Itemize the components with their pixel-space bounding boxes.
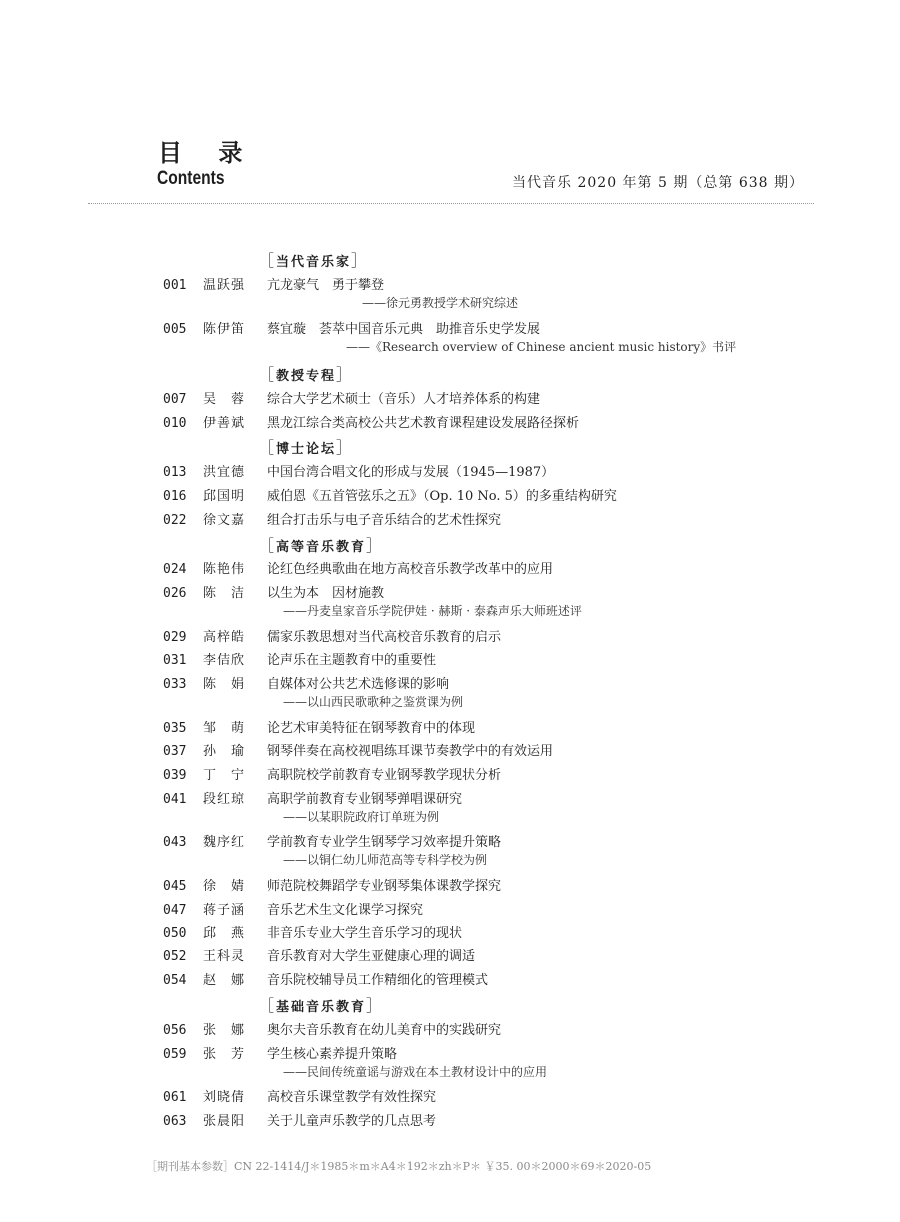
article-subtitle: ——民间传统童谣与游戏在本土教材设计中的应用 xyxy=(283,1065,548,1079)
author: 高梓皓 xyxy=(203,630,246,645)
page-number: 045 xyxy=(163,879,187,894)
toc-entry[interactable] xyxy=(163,899,423,918)
journal-parameters: ［期刊基本参数］CN 22-1414/J＊1985＊m＊A4＊192＊zh＊P＊ ￥35. 00＊2000＊69＊2020-05 xyxy=(146,1160,652,1173)
article-title: 综合大学艺术硕士（音乐）人才培养体系的构建 xyxy=(267,392,541,407)
article-title: 钢琴伴奏在高校视唱练耳课节奏教学中的有效运用 xyxy=(267,744,554,759)
page-number: 035 xyxy=(163,721,187,736)
toc-entry[interactable] xyxy=(163,945,475,964)
article-title: 学前教育专业学生钢琴学习效率提升策略 xyxy=(267,835,502,850)
author: 丁 宁 xyxy=(203,768,246,783)
page-number: 059 xyxy=(163,1047,187,1062)
page-number: 031 xyxy=(163,653,187,668)
article-title: 以生为本 因材施教 xyxy=(267,586,385,601)
page-number: 039 xyxy=(163,768,187,783)
toc-entry[interactable] xyxy=(163,626,501,645)
toc-entry[interactable] xyxy=(163,509,501,528)
author: 陈 娟 xyxy=(203,677,246,692)
article-title: 论红色经典歌曲在地方高校音乐教学改革中的应用 xyxy=(267,562,554,577)
article-subtitle: ——《Research overview of Chinese ancient music history》书评 xyxy=(346,340,737,354)
toc-entry[interactable] xyxy=(163,764,501,783)
article-title: 高职学前教育专业钢琴弹唱课研究 xyxy=(267,792,463,807)
author: 段红琼 xyxy=(203,792,246,807)
page-number: 043 xyxy=(163,835,187,850)
author: 陈伊笛 xyxy=(203,322,246,337)
author: 张晨阳 xyxy=(203,1114,246,1129)
author: 张 娜 xyxy=(203,1023,246,1038)
article-subtitle: ——徐元勇教授学术研究综述 xyxy=(362,296,519,310)
toc-entry[interactable] xyxy=(163,649,436,668)
page-number: 029 xyxy=(163,630,187,645)
author: 王科灵 xyxy=(203,949,246,964)
article-title: 黑龙江综合类高校公共艺术教育课程建设发展路径探析 xyxy=(267,416,580,431)
toc-entry[interactable] xyxy=(163,1086,436,1105)
toc-entry[interactable] xyxy=(163,717,475,736)
page-number: 010 xyxy=(163,416,187,431)
toc-entry[interactable] xyxy=(163,558,553,577)
section-heading: ［高等音乐教育］ xyxy=(258,536,385,555)
page-number: 016 xyxy=(163,489,187,504)
toc-entry[interactable] xyxy=(163,922,462,941)
article-title: 论艺术审美特征在钢琴教育中的体现 xyxy=(267,721,476,736)
page-number: 033 xyxy=(163,677,187,692)
article-title: 威伯恩《五首管弦乐之五》（Op. 10 No. 5）的多重结构研究 xyxy=(267,489,617,504)
article-title: 高职院校学前教育专业钢琴教学现状分析 xyxy=(267,768,502,783)
toc-entry[interactable] xyxy=(163,673,449,692)
author: 陈 洁 xyxy=(203,586,246,601)
page-number: 047 xyxy=(163,903,187,918)
article-title: 亢龙豪气 勇于攀登 xyxy=(267,278,385,293)
author: 洪宜德 xyxy=(203,465,246,480)
article-title: 非音乐专业大学生音乐学习的现状 xyxy=(267,926,463,941)
toc-entry[interactable] xyxy=(163,274,384,293)
page-number: 013 xyxy=(163,465,187,480)
page-number: 063 xyxy=(163,1114,187,1129)
author: 邹 萌 xyxy=(203,721,246,736)
page-number: 007 xyxy=(163,392,187,407)
page-number: 061 xyxy=(163,1090,187,1105)
article-title: 关于儿童声乐教学的几点思考 xyxy=(267,1114,437,1129)
toc-entry[interactable] xyxy=(163,875,501,894)
article-title: 儒家乐教思想对当代高校音乐教育的启示 xyxy=(267,630,502,645)
section-heading: ［教授专程］ xyxy=(258,365,355,384)
page-number: 041 xyxy=(163,792,187,807)
article-title: 学生核心素养提升策略 xyxy=(267,1047,398,1062)
toc-entry[interactable] xyxy=(163,1019,501,1038)
author: 陈艳伟 xyxy=(203,562,246,577)
page-number: 052 xyxy=(163,949,187,964)
author: 李佶欣 xyxy=(203,653,246,668)
author: 张 芳 xyxy=(203,1047,246,1062)
author: 刘晓倩 xyxy=(203,1090,246,1105)
issue-info: 当代音乐 2020 年第 5 期（总第 638 期） xyxy=(512,175,804,191)
author: 徐 婧 xyxy=(203,879,246,894)
section-heading: ［当代音乐家］ xyxy=(258,251,370,270)
page-number: 050 xyxy=(163,926,187,941)
article-title: 中国台湾合唱文化的形成与发展（1945—1987） xyxy=(267,465,555,480)
author: 伊善斌 xyxy=(203,416,246,431)
page-number: 054 xyxy=(163,973,187,988)
toc-entry[interactable] xyxy=(163,485,617,504)
page-number: 056 xyxy=(163,1023,187,1038)
author: 孙 瑜 xyxy=(203,744,246,759)
author: 邱 燕 xyxy=(203,926,246,941)
page-number: 024 xyxy=(163,562,187,577)
toc-entry[interactable] xyxy=(163,1043,397,1062)
toc-entry[interactable] xyxy=(163,969,488,988)
author: 吴 蓉 xyxy=(203,392,246,407)
toc-entry[interactable] xyxy=(163,1110,436,1129)
article-title: 音乐艺术生文化课学习探究 xyxy=(267,903,424,918)
toc-title-cn: 目 录 xyxy=(158,139,257,167)
section-heading: ［基础音乐教育］ xyxy=(258,996,385,1015)
toc-entry[interactable] xyxy=(163,461,554,480)
page-number: 026 xyxy=(163,586,187,601)
toc-entry[interactable] xyxy=(163,388,540,407)
author: 邱国明 xyxy=(203,489,246,504)
page-number: 001 xyxy=(163,278,187,293)
page-number: 037 xyxy=(163,744,187,759)
author: 蒋子涵 xyxy=(203,903,246,918)
article-subtitle: ——以某职院政府订单班为例 xyxy=(283,810,440,824)
article-title: 师范院校舞蹈学专业钢琴集体课教学探究 xyxy=(267,879,502,894)
article-title: 奥尔夫音乐教育在幼儿美育中的实践研究 xyxy=(267,1023,502,1038)
toc-entry[interactable] xyxy=(163,318,540,337)
article-subtitle: ——以山西民歌歌种之鉴赏课为例 xyxy=(283,695,464,709)
toc-entry[interactable] xyxy=(163,831,501,850)
article-title: 论声乐在主题教育中的重要性 xyxy=(267,653,437,668)
author: 温跃强 xyxy=(203,278,246,293)
article-title: 自媒体对公共艺术选修课的影响 xyxy=(267,677,450,692)
article-title: 音乐院校辅导员工作精细化的管理模式 xyxy=(267,973,489,988)
toc-entry[interactable] xyxy=(163,412,579,431)
dotted-divider xyxy=(88,203,814,204)
author: 赵 娜 xyxy=(203,973,246,988)
section-heading: ［博士论坛］ xyxy=(258,438,355,457)
toc-title-en: Contents xyxy=(157,168,225,189)
toc-entry[interactable] xyxy=(163,582,384,601)
toc-entry[interactable] xyxy=(163,740,553,759)
article-subtitle: ——丹麦皇家音乐学院伊娃 · 赫斯 · 泰森声乐大师班述评 xyxy=(283,604,582,618)
article-title: 音乐教育对大学生亚健康心理的调适 xyxy=(267,949,476,964)
page-number: 005 xyxy=(163,322,187,337)
author: 徐文嘉 xyxy=(203,513,246,528)
toc-entry[interactable] xyxy=(163,788,462,807)
article-title: 组合打击乐与电子音乐结合的艺术性探究 xyxy=(267,513,502,528)
article-title: 蔡宜璇 荟萃中国音乐元典 助推音乐史学发展 xyxy=(267,322,541,337)
author: 魏序红 xyxy=(203,835,246,850)
article-subtitle: ——以铜仁幼儿师范高等专科学校为例 xyxy=(283,853,488,867)
article-title: 高校音乐课堂教学有效性探究 xyxy=(267,1090,437,1105)
page-number: 022 xyxy=(163,513,187,528)
